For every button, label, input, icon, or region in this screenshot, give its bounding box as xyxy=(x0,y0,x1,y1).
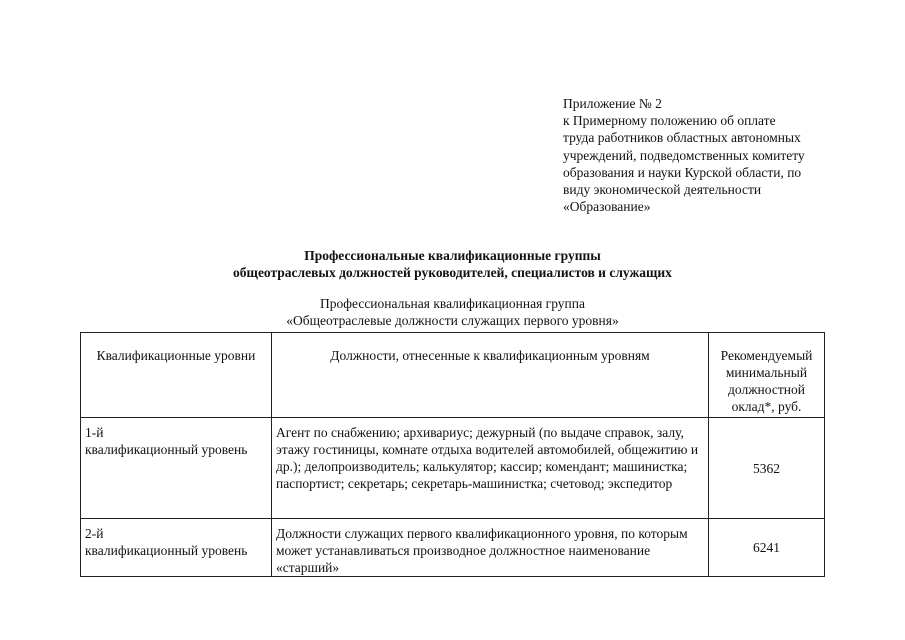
level-cell xyxy=(81,519,272,577)
appendix-line: виду экономической деятельности xyxy=(563,182,762,198)
appendix-line: «Образование» xyxy=(563,199,651,215)
positions-cell: Должности служащих первого квалификационного уровня, по которым может устанавливаться производное должностное наименование «старший» xyxy=(272,519,709,577)
level-number: 1-й xyxy=(85,425,104,440)
appendix-line: образования и науки Курской области, по xyxy=(563,164,802,180)
group-title-line: «Общеотраслевые должности служащих первого уровня» xyxy=(286,313,619,328)
salary-cell: 5362 xyxy=(709,418,825,519)
document-title-line: общеотраслевых должностей руководителей, специалистов и служащих xyxy=(233,265,672,280)
appendix-line: к Примерному положению об оплате xyxy=(563,113,776,129)
level-number: 2-й xyxy=(85,526,104,541)
header-salary: Рекомендуемый минимальный должностной оклад*, руб. xyxy=(709,333,825,418)
appendix-note xyxy=(563,95,863,215)
table-row xyxy=(81,519,825,577)
level-label: квалификационный уровень xyxy=(85,442,248,457)
table-row xyxy=(81,418,825,519)
level-label: квалификационный уровень xyxy=(85,543,248,558)
appendix-line: учреждений, подведомственных комитету xyxy=(563,147,805,163)
positions-cell: Агент по снабжению; архивариус; дежурный (по выдаче справок, залу, этажу гостиницы, комнате отдыха водителей автомобилей, общежитию и др.); делопроизводитель; калькулятор; кассир; комендант; машинистка; паспортист; секретарь; секретарь-машинистка; счетовод; экспедитор xyxy=(272,418,709,519)
appendix-line: Приложение № 2 xyxy=(563,96,662,111)
group-title xyxy=(0,295,905,329)
group-title-line: Профессиональная квалификационная группа xyxy=(320,296,585,311)
document-title xyxy=(0,247,905,281)
appendix-line: труда работников областных автономных xyxy=(563,130,801,146)
qualification-table xyxy=(80,332,825,577)
level-cell xyxy=(81,418,272,519)
header-positions: Должности, отнесенные к квалификационным уровням xyxy=(272,333,709,418)
table-header-row xyxy=(81,333,825,418)
document-title-line: Профессиональные квалификационные группы xyxy=(304,248,601,263)
header-level: Квалификационные уровни xyxy=(81,333,272,418)
salary-cell: 6241 xyxy=(709,519,825,577)
